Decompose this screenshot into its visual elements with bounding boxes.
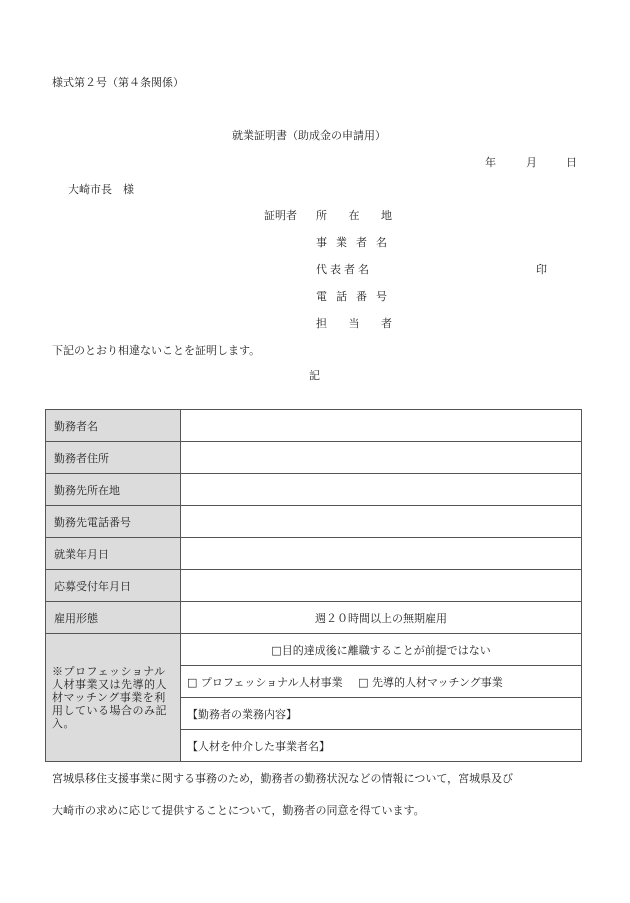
row-label: 勤務先電話番号 xyxy=(46,506,181,538)
row-label: 勤務者名 xyxy=(46,410,181,442)
program-checkbox-row xyxy=(181,666,582,698)
certification-statement: 下記のとおり相違ないことを証明します。 xyxy=(52,344,261,357)
no-resignation-checkbox[interactable]: □目的達成後に離職することが前提ではない xyxy=(181,634,582,666)
document-title: 就業証明書（助成金の申請用） xyxy=(232,129,386,142)
table-row xyxy=(46,538,582,570)
row-label: 雇用形態 xyxy=(46,602,181,634)
representative-label: 代表者名 xyxy=(316,263,372,276)
row-label: 勤務先所在地 xyxy=(46,474,181,506)
row-label: 勤務者住所 xyxy=(46,442,181,474)
address-label: 所 在 地 xyxy=(316,209,401,222)
worker-address-field[interactable] xyxy=(181,442,582,474)
professional-program-checkbox[interactable]: □ プロフェッショナル人材事業 xyxy=(187,675,343,689)
worker-duties-field[interactable]: 【勤務者の業務内容】 xyxy=(181,698,582,730)
consent-line-1: 宮城県移住支援事業に関する事務のため，勤務者の勤務状況などの情報について，宮城県及び xyxy=(52,772,514,785)
worker-name-field[interactable] xyxy=(181,410,582,442)
table-row xyxy=(46,442,582,474)
workplace-phone-field[interactable] xyxy=(181,506,582,538)
date-month-label: 月 xyxy=(526,156,537,169)
employment-date-field[interactable] xyxy=(181,538,582,570)
row-label: 応募受付年月日 xyxy=(46,570,181,602)
leading-matching-checkbox[interactable]: □ 先導的人材マッチング事業 xyxy=(358,675,503,689)
workplace-address-field[interactable] xyxy=(181,474,582,506)
table-row xyxy=(46,602,582,634)
addressee: 大崎市長 様 xyxy=(68,183,134,196)
table-row xyxy=(46,506,582,538)
ki-heading: 記 xyxy=(309,369,320,382)
professional-note: ※プロフェッショナル人材事業又は先導的人材マッチング事業を利用している場合のみ記入。 xyxy=(46,634,181,762)
form-number: 様式第２号（第４条関係） xyxy=(52,76,184,89)
date-year-label: 年 xyxy=(485,156,496,169)
phone-label: 電話番号 xyxy=(316,290,396,303)
date-day-label: 日 xyxy=(566,156,577,169)
agency-name-field[interactable]: 【人材を仲介した事業者名】 xyxy=(181,730,582,762)
table-row xyxy=(46,410,582,442)
employment-certificate-table xyxy=(45,409,582,762)
table-row xyxy=(46,474,582,506)
employment-type-value: 週２０時間以上の無期雇用 xyxy=(181,602,582,634)
application-date-field[interactable] xyxy=(181,570,582,602)
contact-person-label: 担 当 者 xyxy=(316,317,401,330)
table-row xyxy=(46,570,582,602)
consent-line-2: 大崎市の求めに応じて提供することについて，勤務者の同意を得ています。 xyxy=(52,804,425,817)
certifier-label: 証明者 xyxy=(264,209,297,222)
seal-mark: 印 xyxy=(536,263,547,276)
row-label: 就業年月日 xyxy=(46,538,181,570)
table-row xyxy=(46,634,582,666)
business-name-label: 事業者名 xyxy=(316,236,396,249)
